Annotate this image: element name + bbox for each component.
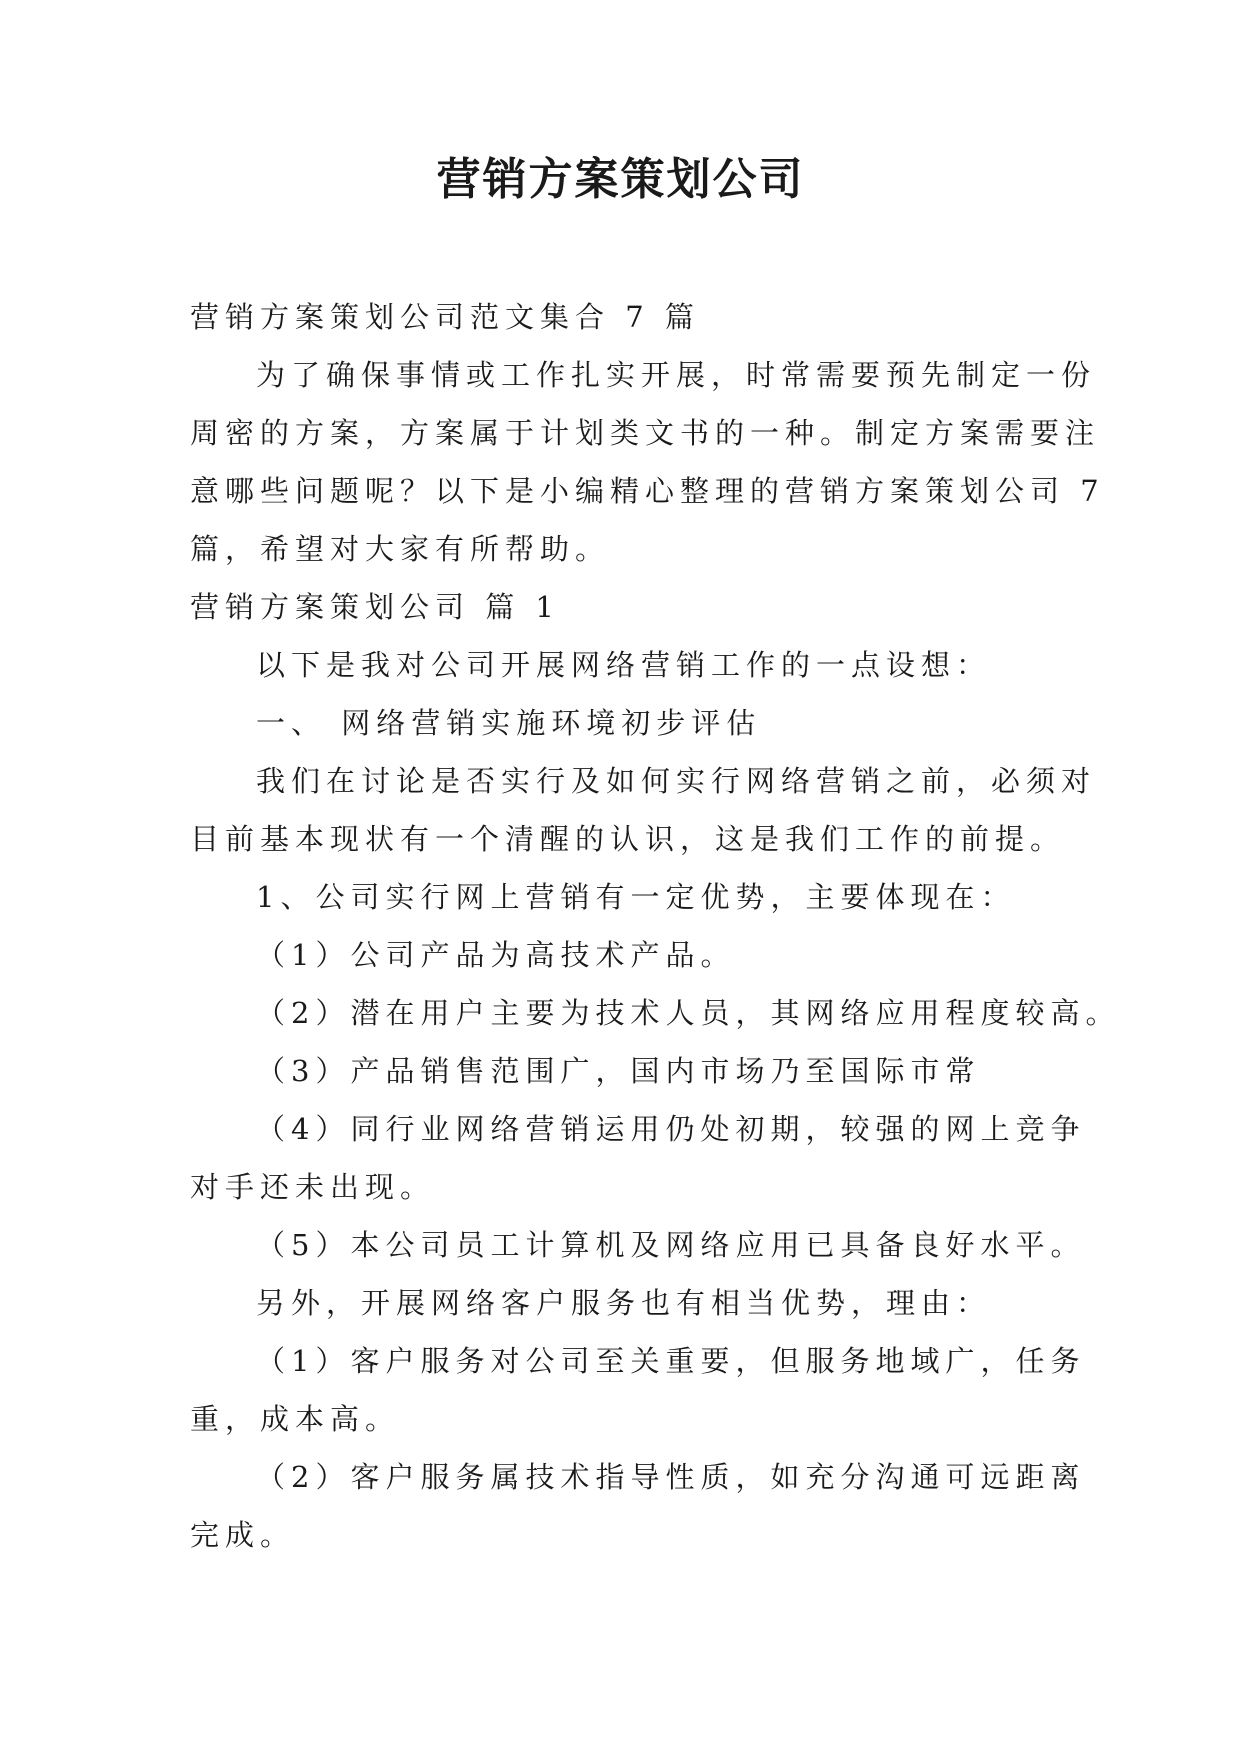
paragraph-line: 另外，开展网络客户服务也有相当优势，理由： bbox=[256, 1286, 992, 1320]
list-item-continuation: 重，成本高。 bbox=[190, 1402, 401, 1436]
subsection-heading: 一、 网络营销实施环境初步评估 bbox=[256, 706, 762, 740]
list-item: （5）本公司员工计算机及网络应用已具备良好水平。 bbox=[256, 1228, 1086, 1262]
paragraph-line: 以下是我对公司开展网络营销工作的一点设想： bbox=[256, 648, 992, 682]
paragraph-line: 为了确保事情或工作扎实开展，时常需要预先制定一份 bbox=[256, 358, 1097, 392]
list-item: （1）客户服务对公司至关重要，但服务地域广，任务 bbox=[256, 1344, 1086, 1378]
list-item-continuation: 完成。 bbox=[190, 1518, 296, 1552]
paragraph-line: 营销方案策划公司范文集合 7 篇 bbox=[190, 300, 700, 334]
list-heading: 1、公司实行网上营销有一定优势，主要体现在： bbox=[256, 880, 1016, 914]
list-item: （3）产品销售范围广，国内市场乃至国际市常 bbox=[256, 1054, 981, 1088]
list-item: （1）公司产品为高技术产品。 bbox=[256, 938, 736, 972]
paragraph-line: 目前基本现状有一个清醒的认识，这是我们工作的前提。 bbox=[190, 822, 1066, 856]
list-item: （4）同行业网络营销运用仍处初期，较强的网上竞争 bbox=[256, 1112, 1086, 1146]
document-body bbox=[190, 288, 1121, 1564]
paragraph-line: 篇，希望对大家有所帮助。 bbox=[190, 532, 611, 566]
paragraph-line: 周密的方案，方案属于计划类文书的一种。制定方案需要注 bbox=[190, 416, 1101, 450]
paragraph-line: 意哪些问题呢？以下是小编精心整理的营销方案策划公司 7 bbox=[190, 474, 1105, 508]
list-item: （2）客户服务属技术指导性质，如充分沟通可远距离 bbox=[256, 1460, 1086, 1494]
document-title: 营销方案策划公司 bbox=[436, 154, 805, 205]
list-item: （2）潜在用户主要为技术人员，其网络应用程度较高。 bbox=[256, 996, 1121, 1030]
paragraph-line: 我们在讨论是否实行及如何实行网络营销之前，必须对 bbox=[256, 764, 1097, 798]
list-item-continuation: 对手还未出现。 bbox=[190, 1170, 436, 1204]
section-heading: 营销方案策划公司 篇 1 bbox=[190, 590, 560, 624]
